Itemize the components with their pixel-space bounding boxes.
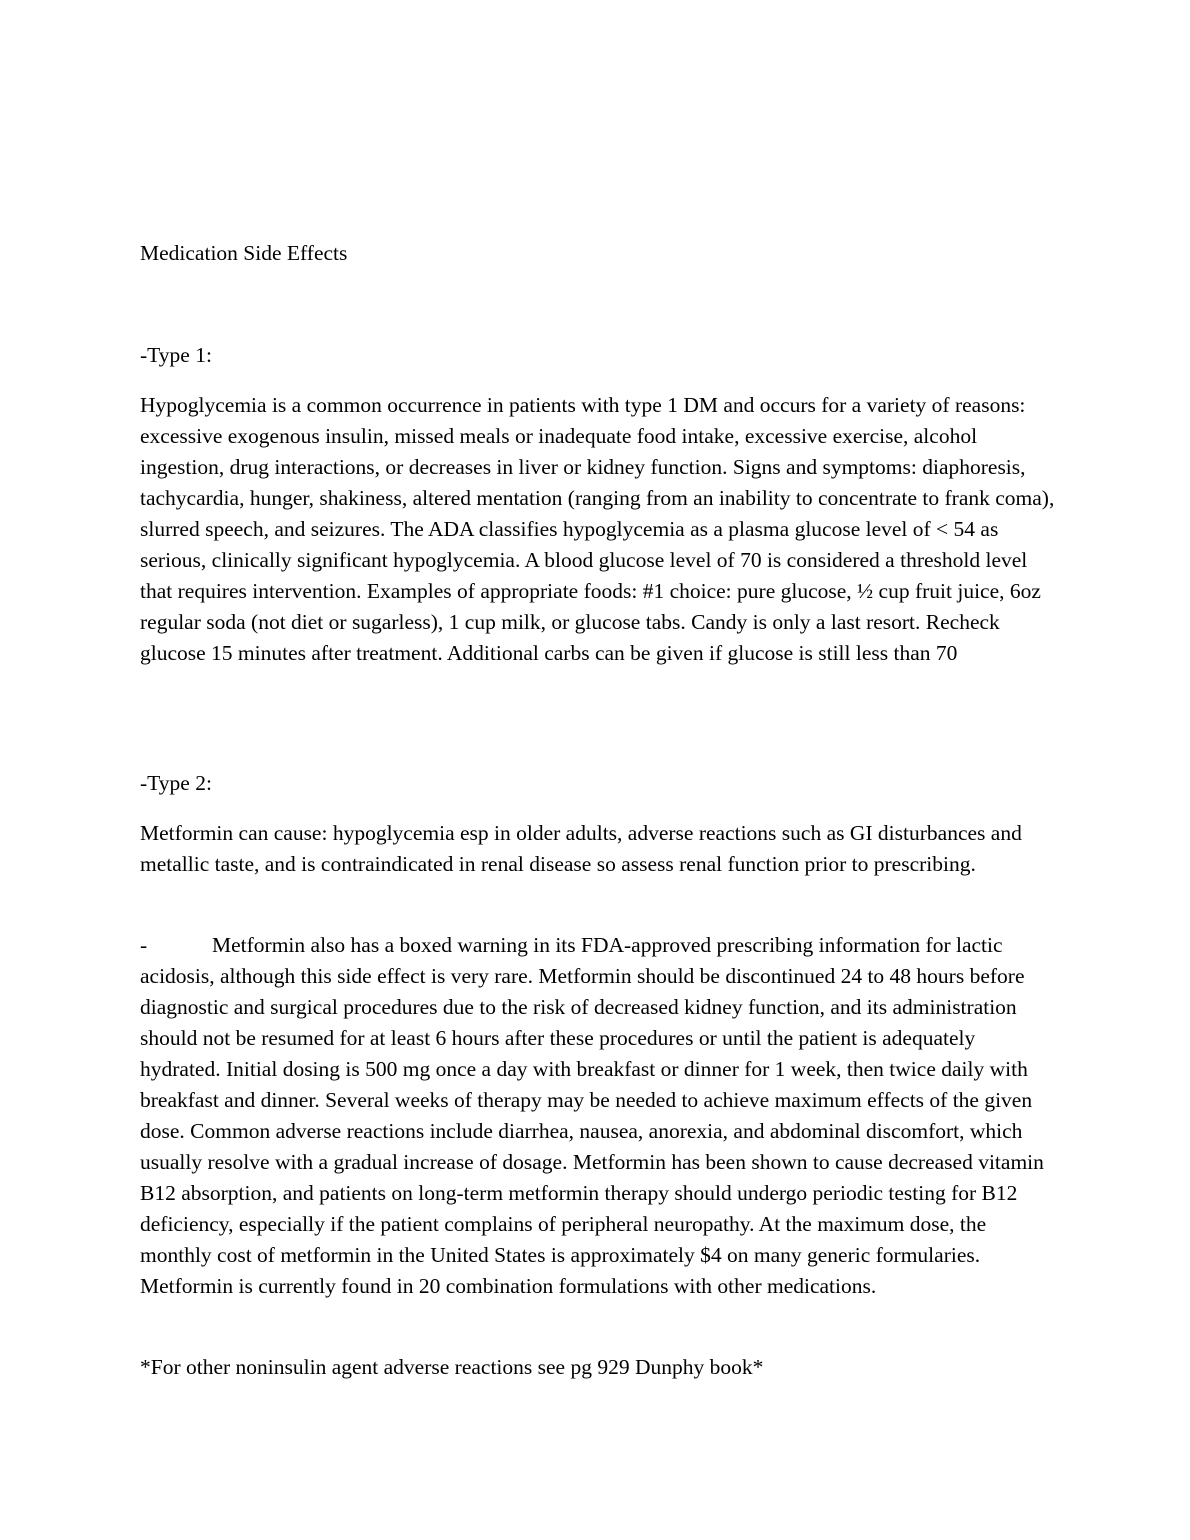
metformin-bullet-paragraph <box>140 930 1055 1302</box>
page-title: Medication Side Effects <box>140 241 348 265</box>
bullet-text: Metformin also has a boxed warning in its FDA-approved prescribing information for lactic acidosis, although this side effect is very rare. Metformin should be discontinued 24 to 48 hours before diagnostic and surgical procedures due to the risk of decreased kidney function, and its administration should not be resumed for at least 6 hours after these procedures or until the patient is adequately hydrated. Initial dosing is 500 mg once a day with breakfast or dinner for 1 week, then twice daily with breakfast and dinner. Several weeks of therapy may be needed to achieve maximum effects of the given dose. Common adverse reactions include diarrhea, nausea, anorexia, and abdominal discomfort, which usually resolve with a gradual increase of dosage. Metformin has been shown to cause decreased vitamin B12 absorption, and patients on long-term metformin therapy should undergo periodic testing for B12 deficiency, especially if the patient complains of peripheral neuropathy. At the maximum dose, the monthly cost of metformin in the United States is approximately $4 on many generic formularies. Metformin is currently found in 20 combination formulations with other medications. <box>140 933 1044 1298</box>
type2-heading: -Type 2: <box>140 771 212 795</box>
footnote: *For other noninsulin agent adverse reactions see pg 929 Dunphy book* <box>140 1355 764 1379</box>
bullet-dash: - <box>140 933 148 957</box>
type1-heading: -Type 1: <box>140 343 212 367</box>
type2-paragraph: Metformin can cause: hypoglycemia esp in older adults, adverse reactions such as GI disturbances and metallic taste, and is contraindicated in renal disease so assess renal function prior to prescribing. <box>140 821 1022 876</box>
type1-paragraph: Hypoglycemia is a common occurrence in patients with type 1 DM and occurs for a variety of reasons: excessive exogenous insulin, missed meals or inadequate food intake, excessive exercise, alcohol ingestion, drug interactions, or decreases in liver or kidney function. Signs and symptoms: diaphoresis, tachycardia, hunger, shakiness, altered mentation (ranging from an inability to concentrate to frank coma), slurred speech, and seizures. The ADA classifies hypoglycemia as a plasma glucose level of < 54 as serious, clinically significant hypoglycemia. A blood glucose level of 70 is considered a threshold level that requires intervention. Examples of appropriate foods: #1 choice: pure glucose, ½ cup fruit juice, 6oz regular soda (not diet or sugarless), 1 cup milk, or glucose tabs. Candy is only a last resort. Recheck glucose 15 minutes after treatment. Additional carbs can be given if glucose is still less than 70 <box>140 393 1055 665</box>
